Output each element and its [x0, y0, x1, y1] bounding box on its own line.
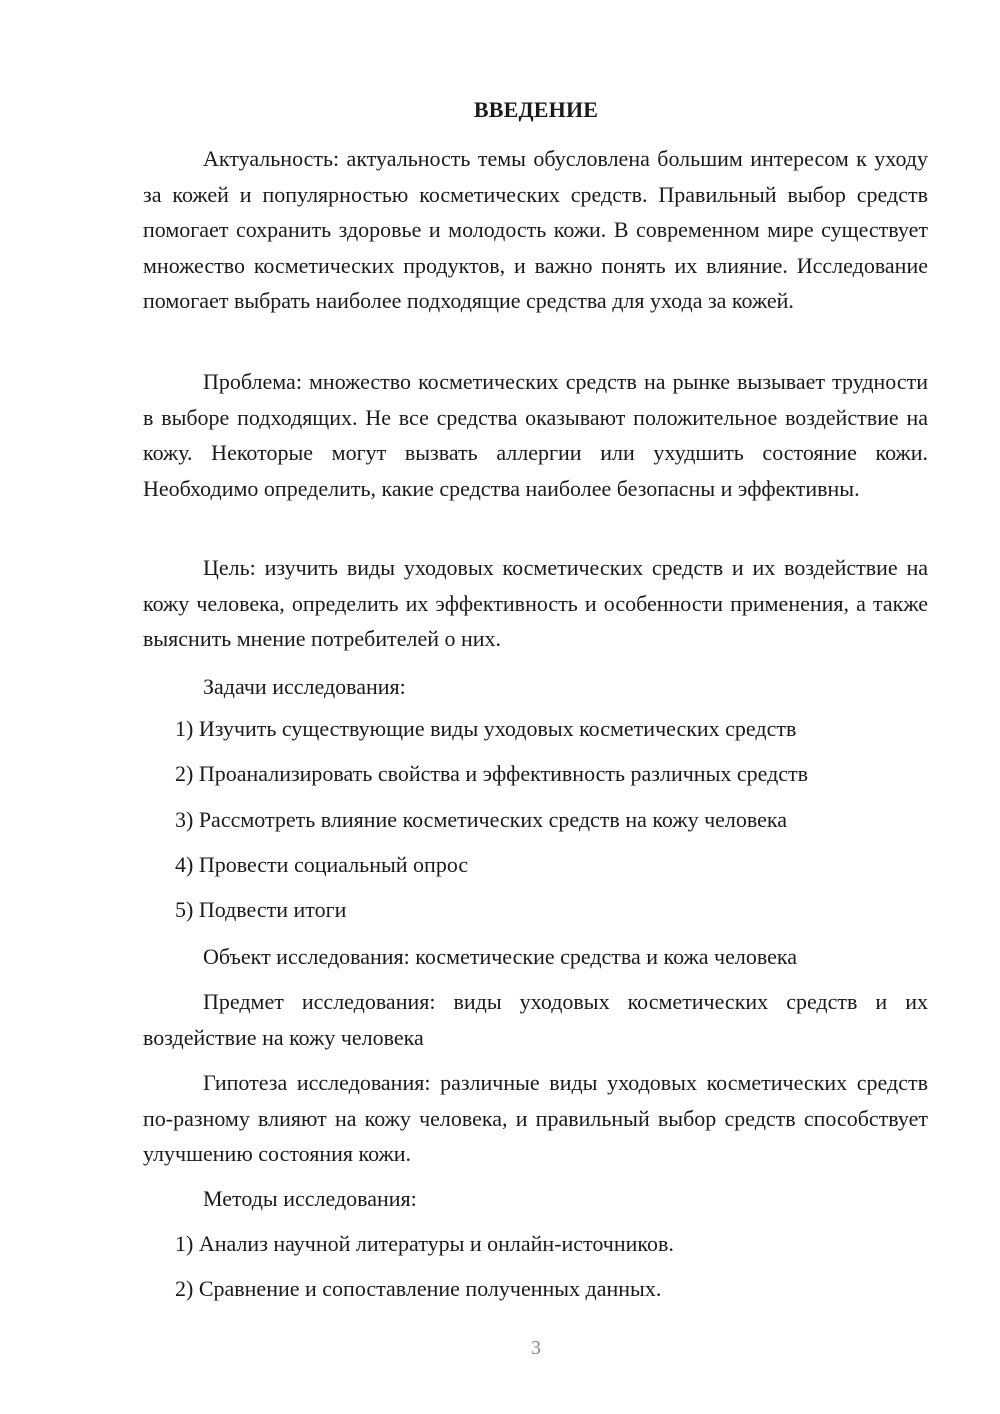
section-heading: ВВЕДЕНИЕ	[473, 97, 599, 122]
task-item: 4) Провести социальный опрос	[175, 852, 469, 877]
problem-paragraph: Проблема: множество косметических средств на рынке вызывает трудности в выборе подходящих. Не все средства оказывают положительное воздействие на кожу. Некоторые могут вызвать аллергии или ухудшить состояние кожи. Необходимо определить, какие средства наиболее безопасны и эффективны.	[143, 369, 928, 501]
method-item: 1) Анализ научной литературы и онлайн-источников.	[175, 1231, 674, 1256]
subject-paragraph: Предмет исследования: виды уходовых косметических средств и их воздействие на кожу человека	[143, 989, 928, 1050]
hypothesis-paragraph: Гипотеза исследования: различные виды уходовых косметических средств по-разному влияют на кожу человека, и правильный выбор средств способствует улучшению состояния кожи.	[143, 1070, 928, 1166]
object-paragraph: Объект исследования: косметические средства и кожа человека	[203, 944, 797, 969]
task-item: 3) Рассмотреть влияние косметических средств на кожу человека	[175, 807, 788, 832]
method-item: 2) Сравнение и сопоставление полученных данных.	[175, 1276, 662, 1301]
task-item: 5) Подвести итоги	[175, 897, 347, 922]
tasks-title: Задачи исследования:	[203, 674, 406, 699]
task-item: 2) Проанализировать свойства и эффективность различных средств	[175, 761, 809, 786]
goal-paragraph: Цель: изучить виды уходовых косметических средств и их воздействие на кожу человека, определить их эффективность и особенности применения, а также выяснить мнение потребителей о них.	[143, 555, 928, 651]
page-number: 3	[531, 1337, 541, 1359]
task-item: 1) Изучить существующие виды уходовых косметических средств	[175, 716, 797, 741]
relevance-paragraph: Актуальность: актуальность темы обусловлена большим интересом к уходу за кожей и популярностью косметических средств. Правильный выбор средств помогает сохранить здоровье и молодость кожи. В современном мире существует множество косметических продуктов, и важно понять их влияние. Исследование помогает выбрать наиболее подходящие средства для ухода за кожей.	[143, 146, 928, 313]
methods-title: Методы исследования:	[203, 1186, 417, 1211]
